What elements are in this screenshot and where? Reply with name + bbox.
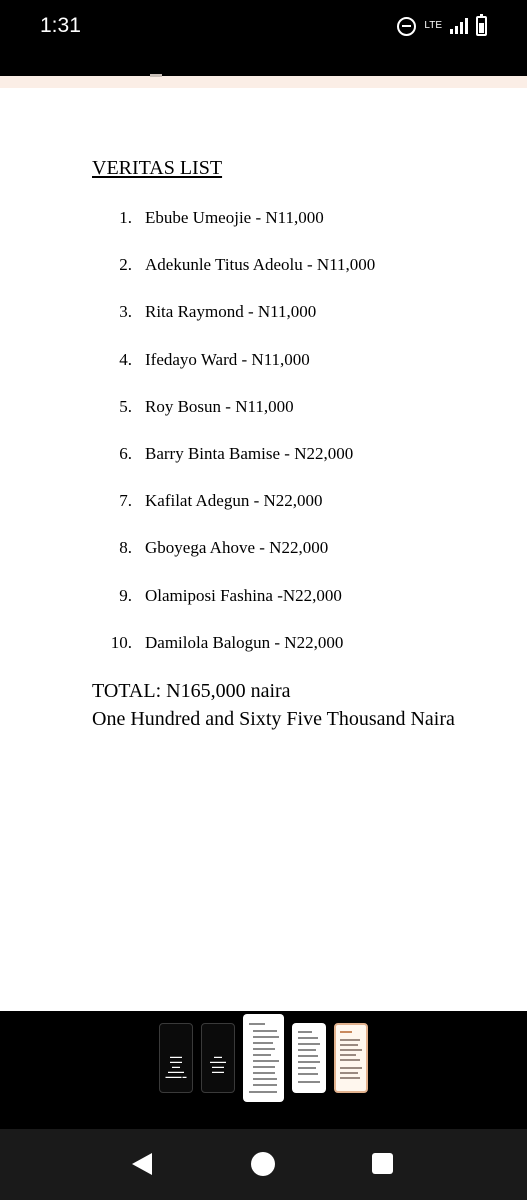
list-item-number: 7. bbox=[119, 491, 132, 511]
thumbnail-1[interactable]: ▬▬▬ ▬▬▬ ▬▬ ▬▬▬▬ ▬▬▬▬ ▬ bbox=[159, 1023, 193, 1093]
status-bar bbox=[0, 0, 527, 76]
thumbnail-2[interactable]: ▬▬ ▬▬▬▬ ▬▬▬ ▬▬▬ bbox=[201, 1023, 235, 1093]
total-value: N165,000 naira bbox=[161, 680, 291, 702]
list-item-amount: - N11,000 bbox=[237, 349, 310, 369]
list-item-text bbox=[145, 397, 294, 417]
list-item-name: Ifedayo Ward bbox=[145, 349, 238, 369]
list-item-amount: - N11,000 bbox=[221, 396, 294, 416]
thumbnail-3-selected[interactable] bbox=[243, 1014, 284, 1102]
status-time: 1:31 bbox=[40, 14, 81, 37]
total-words: One Hundred and Sixty Five Thousand Naira bbox=[92, 708, 455, 730]
list-item-number: 5. bbox=[119, 396, 132, 416]
list-item-text bbox=[145, 350, 310, 370]
list-item-name: Adekunle Titus Adeolu bbox=[145, 255, 303, 275]
list-item-amount: - N22,000 bbox=[255, 538, 329, 558]
list-item-text bbox=[145, 208, 324, 228]
status-icons bbox=[397, 16, 487, 36]
list-item-amount: - N22,000 bbox=[270, 632, 344, 652]
list-item-amount: - N11,000 bbox=[302, 255, 376, 275]
list-item-text bbox=[145, 538, 328, 558]
list-item-number: 9. bbox=[119, 585, 132, 605]
list-item-text bbox=[145, 491, 323, 511]
document-page[interactable] bbox=[0, 88, 527, 1011]
list-item-amount: - N11,000 bbox=[243, 302, 317, 322]
list-item-text bbox=[145, 633, 343, 653]
lte-icon: LTE bbox=[424, 20, 442, 31]
list-item-amount: - N22,000 bbox=[280, 444, 354, 463]
list-item-name: Ebube Umeojie bbox=[145, 208, 252, 227]
do-not-disturb-icon bbox=[397, 17, 416, 36]
recents-icon[interactable] bbox=[372, 1153, 393, 1174]
list-item-text bbox=[145, 586, 342, 606]
list-item-name: Roy Bosun bbox=[145, 396, 222, 416]
list-item-name: Barry Binta Bamise bbox=[145, 444, 281, 463]
page-title: VERITAS LIST bbox=[92, 157, 223, 179]
thumbnail-strip bbox=[0, 1011, 527, 1129]
battery-icon bbox=[476, 16, 487, 36]
list-item-number: 8. bbox=[119, 538, 132, 558]
total-label: TOTAL: bbox=[92, 680, 162, 702]
list-item-text bbox=[145, 302, 316, 322]
list-item-number: 1. bbox=[119, 208, 132, 227]
total-line bbox=[92, 680, 291, 703]
home-icon[interactable] bbox=[251, 1152, 275, 1176]
thumbnail-5[interactable] bbox=[334, 1023, 368, 1093]
list-item-number: 4. bbox=[119, 349, 132, 369]
list-item-name: Olamiposi Fashina bbox=[145, 585, 273, 605]
document-top-edge bbox=[0, 76, 527, 88]
thumbnail-4[interactable] bbox=[292, 1023, 326, 1093]
signal-icon bbox=[450, 18, 468, 34]
list-item-name: Gboyega Ahove bbox=[145, 538, 256, 558]
list-item-number: 2. bbox=[119, 255, 132, 275]
list-item-number: 3. bbox=[119, 302, 132, 322]
list-item-amount: -N22,000 bbox=[272, 585, 342, 605]
list-item-text bbox=[145, 255, 375, 275]
list-item-name: Damilola Balogun bbox=[145, 632, 271, 652]
list-item-number: 10. bbox=[110, 632, 132, 652]
list-item-amount: - N11,000 bbox=[251, 208, 324, 227]
list-item-number: 6. bbox=[119, 444, 132, 463]
list-item-text bbox=[145, 444, 353, 464]
list-item-amount: - N22,000 bbox=[249, 491, 323, 511]
back-icon[interactable] bbox=[132, 1153, 152, 1175]
list-item-name: Kafilat Adegun bbox=[145, 491, 250, 511]
list-item-name: Rita Raymond bbox=[145, 302, 244, 322]
navigation-bar bbox=[0, 1129, 527, 1200]
